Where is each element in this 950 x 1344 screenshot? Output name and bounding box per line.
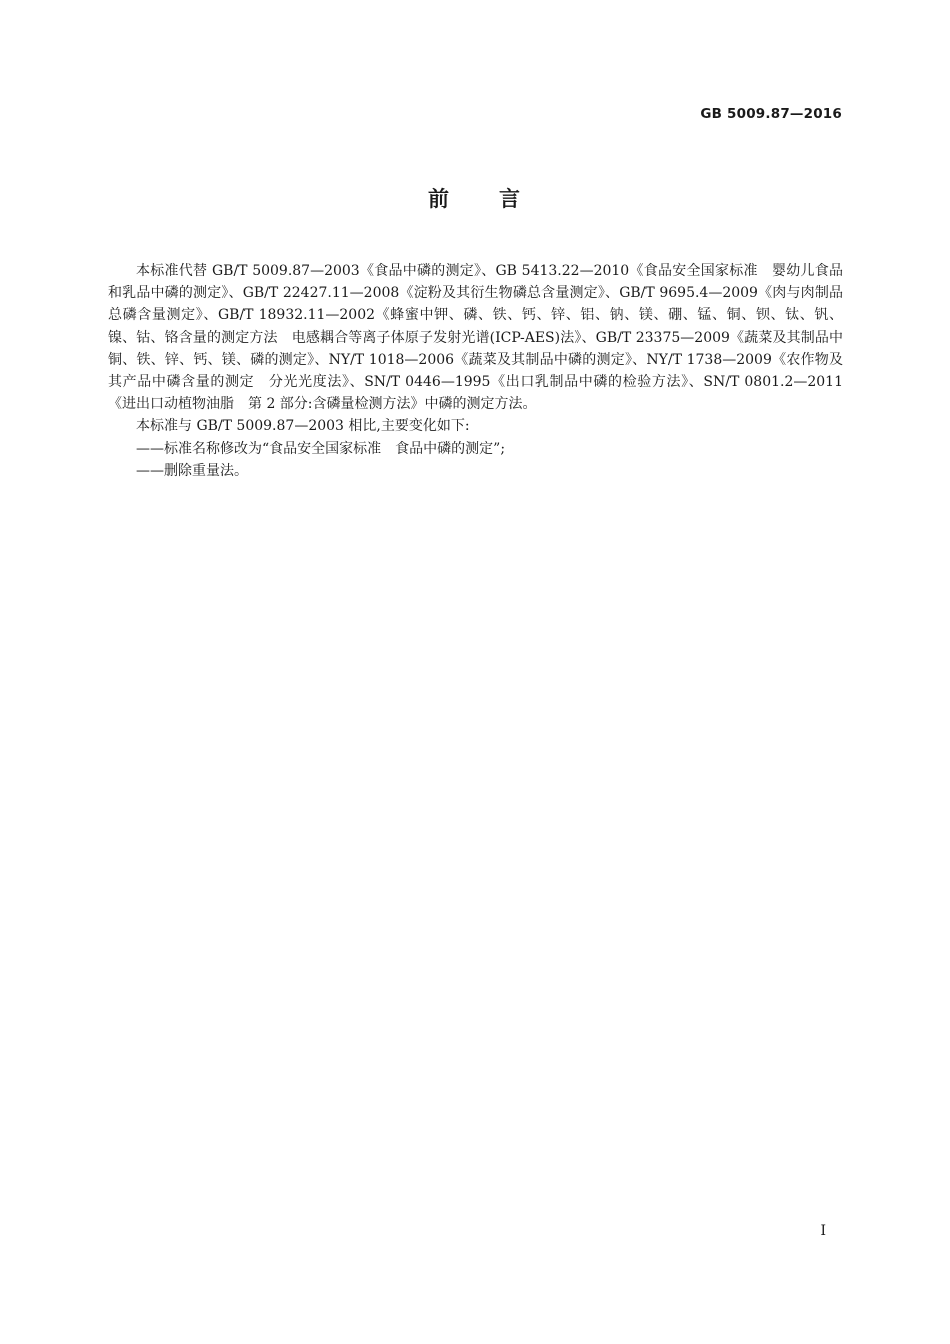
page-title-char-1: 前 <box>428 187 451 211</box>
standard-code: GB 5009.87—2016 <box>700 106 842 122</box>
change-item: ——删除重量法。 <box>136 462 248 479</box>
page-title <box>0 183 950 213</box>
change-item: ——标准名称修改为“食品安全国家标准 食品中磷的测定”; <box>136 440 506 457</box>
changes-intro-paragraph: 本标准与 GB/T 5009.87—2003 相比,主要变化如下: <box>136 418 470 435</box>
page-number: I <box>820 1223 826 1239</box>
replacement-paragraph: 本标准代替 GB/T 5009.87—2003《食品中磷的测定》、GB 5413.22—2010《食品安全国家标准 婴幼儿食品和乳品中磷的测定》、GB/T 22427.11—2008《淀粉及其衍生物磷总含量测定》、GB/T 9695.4—2009《肉与肉制品 总磷含量测定》、GB/T 18932.11—2002《蜂蜜中钾、磷、铁、钙、锌、铝、钠、镁、硼、锰、铜、钡、钛、钒、镍、钴、铬含量的测定方法 电感耦合等离子体原子发射光谱(ICP-AES)法》、GB/T 23375—2009《蔬菜及其制品中铜、铁、锌、钙、镁、磷的测定》、NY/T 1018—2006《蔬菜及其制品中磷的测定》、NY/T 1738—2009《农作物及其产品中磷含量的测定 分光光度法》、SN/T 0446—1995《出口乳制品中磷的检验方法》、SN/T 0801.2—2011《进出口动植物油脂 第 2 部分:含磷量检测方法》中磷的测定方法。 <box>108 263 857 413</box>
preface-body <box>108 260 857 482</box>
page-title-char-2: 言 <box>499 187 522 211</box>
